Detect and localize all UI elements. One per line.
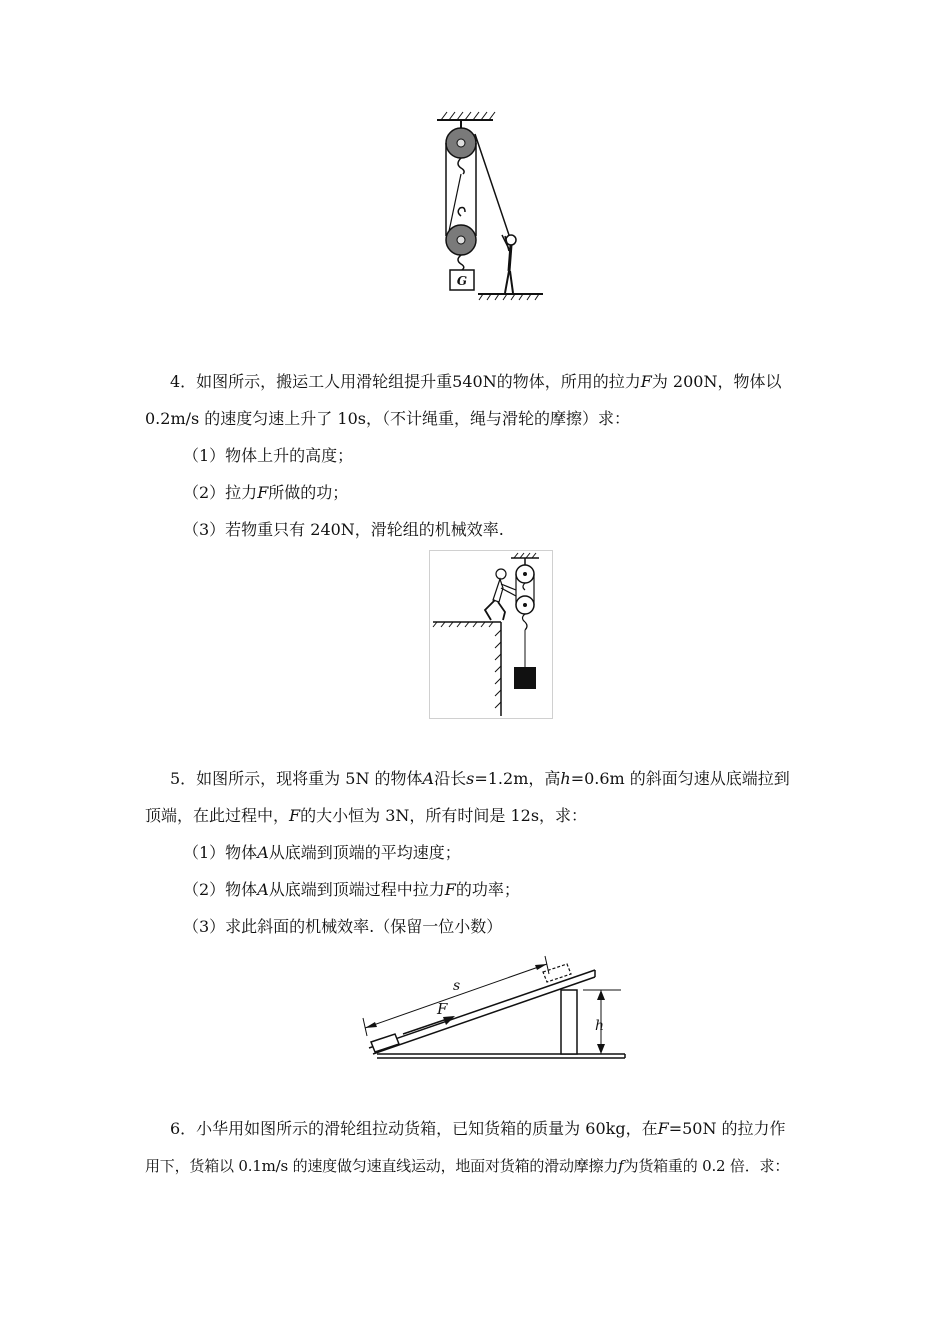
q4-line-2: 0.2m/s 的速度匀速上升了 10s，（不计绳重，绳与滑轮的摩擦）求： [145, 409, 630, 428]
q6-line-2: 用下，货箱以 0.1m/s 的速度做匀速直线运动，地面对货箱的滑动摩擦力f为货箱重的 0.2 倍．求： [145, 1157, 790, 1175]
q4-sub-3: （3）若物重只有 240N，滑轮组的机械效率. [183, 520, 504, 539]
q4-var-F: F [640, 372, 652, 391]
q4-line-1: 4．如图所示，搬运工人用滑轮组提升重540N的物体，所用的拉力F为 200N，物体以 [170, 372, 782, 391]
q6-line-1: 6．小华用如图所示的滑轮组拉动货箱，已知货箱的质量为 60kg，在F=50N 的拉力作 [170, 1119, 786, 1138]
label-F: F [437, 1000, 448, 1018]
incline-figure [355, 950, 635, 1065]
q5-sub-1: （1）物体A从底端到顶端的平均速度； [183, 843, 461, 862]
label-s: s [453, 978, 461, 994]
pulley-figure-1 [425, 108, 550, 303]
pulley-figure-2 [429, 550, 554, 720]
box-label-g: G [456, 274, 468, 288]
q5-line-1: 5．如图所示，现将重为 5N 的物体A沿长s=1.2m，高h=0.6m 的斜面匀速从底端拉到 [170, 769, 790, 788]
q4-sub-1: （1）物体上升的高度； [183, 446, 354, 465]
q5-line-2: 顶端，在此过程中，F的大小恒为 3N，所有时间是 12s，求： [145, 806, 588, 825]
q5-sub-3: （3）求此斜面的机械效率.（保留一位小数） [183, 917, 503, 936]
label-h: h [595, 1018, 605, 1034]
q5-sub-2: （2）物体A从底端到顶端过程中拉力F的功率； [183, 880, 520, 899]
q4-sub-2: （2）拉力F所做的功； [183, 483, 349, 502]
